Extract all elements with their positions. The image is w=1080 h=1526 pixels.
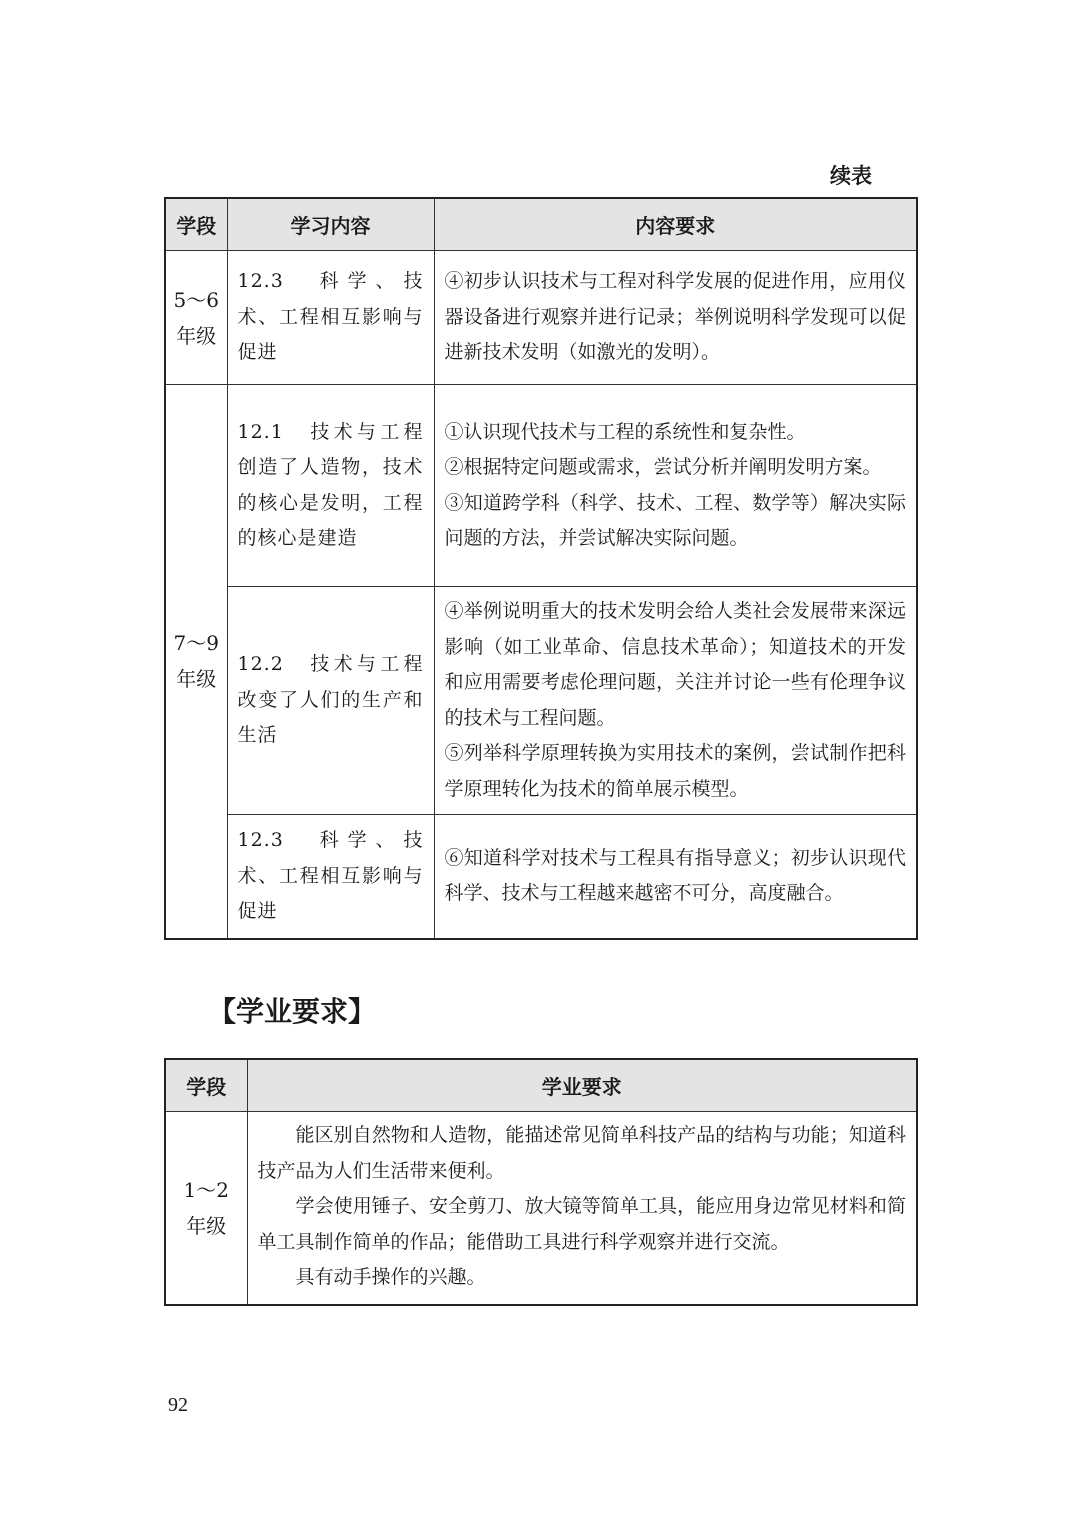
learning-content-cell: 12.3 科学、技术、工程相互影响与促进 (227, 815, 434, 939)
requirements-cell (434, 251, 917, 385)
requirement-paragraph: 能区别自然物和人造物，能描述常见简单科技产品的结构与功能；知道科技产品为人们生活带来便利。 (257, 1124, 906, 1182)
table-header-row (165, 198, 917, 251)
requirement-item: ⑥知道科学对技术与工程具有指导意义；初步认识现代科学、技术与工程越来越密不可分，高度融合。 (444, 846, 906, 905)
requirement-item: ④初步认识技术与工程对科学发展的促进作用，应用仪器设备进行观察并进行记录；举例说明科学发现可以促进新技术发明（如激光的发明）。 (444, 270, 906, 364)
header-stage: 学段 (165, 1059, 247, 1112)
requirements-cell (434, 587, 917, 815)
requirement-item: ④举例说明重大的技术发明会给人类社会发展带来深远影响（如工业革命、信息技术革命）；知道技术的开发和应用需要考虑伦理问题，关注并讨论一些有伦理争议的技术与工程问题。 (444, 600, 906, 729)
requirements-cell (247, 1112, 917, 1305)
stage-cell (165, 1112, 247, 1305)
header-learning-content: 学习内容 (227, 198, 434, 251)
stage-grade: 年级 (176, 667, 217, 692)
requirement-item: ①认识现代技术与工程的系统性和复杂性。 (444, 420, 806, 443)
requirement-paragraph: 学会使用锤子、安全剪刀、放大镜等简单工具，能应用身边常见材料和简单工具制作简单的作品；能借助工具进行科学观察并进行交流。 (257, 1195, 906, 1253)
continued-table-label: 续表 (830, 164, 872, 188)
stage-range: 7～9 (173, 631, 219, 656)
learning-content-cell: 12.3 科学、技术、工程相互影响与促进 (227, 251, 434, 385)
table-row (165, 251, 917, 385)
stage-grade: 年级 (186, 1213, 227, 1238)
requirements-cell (434, 385, 917, 587)
header-stage: 学段 (165, 198, 227, 251)
stage-grade: 年级 (176, 323, 217, 348)
requirement-paragraph: 具有动手操作的兴趣。 (295, 1266, 486, 1288)
academic-requirements-table (164, 1058, 918, 1306)
section-title: 【学业要求】 (208, 995, 377, 1028)
stage-cell (165, 251, 227, 385)
requirements-cell (434, 815, 917, 939)
page-number: 92 (168, 1394, 188, 1416)
stage-cell (165, 385, 227, 939)
header-content-requirements: 内容要求 (434, 198, 917, 251)
header-academic-requirements: 学业要求 (247, 1059, 917, 1112)
requirement-item: ⑤列举科学原理转换为实用技术的案例，尝试制作把科学原理转化为技术的简单展示模型。 (444, 742, 906, 800)
table-row (165, 1112, 917, 1305)
learning-content-cell: 12.1 技术与工程创造了人造物，技术的核心是发明，工程的核心是建造 (227, 385, 434, 587)
table-header-row (165, 1059, 917, 1112)
content-requirements-table (164, 197, 918, 940)
requirement-item: ②根据特定问题或需求，尝试分析并阐明发明方案。 (444, 456, 882, 478)
learning-content-cell: 12.2 技术与工程改变了人们的生产和生活 (227, 587, 434, 815)
table-row (165, 385, 917, 587)
table-row (165, 587, 917, 815)
stage-range: 5～6 (173, 287, 219, 312)
requirement-item: ③知道跨学科（科学、技术、工程、数学等）解决实际问题的方法，并尝试解决实际问题。 (444, 491, 906, 549)
table-row (165, 815, 917, 939)
stage-range: 1～2 (183, 1177, 229, 1202)
